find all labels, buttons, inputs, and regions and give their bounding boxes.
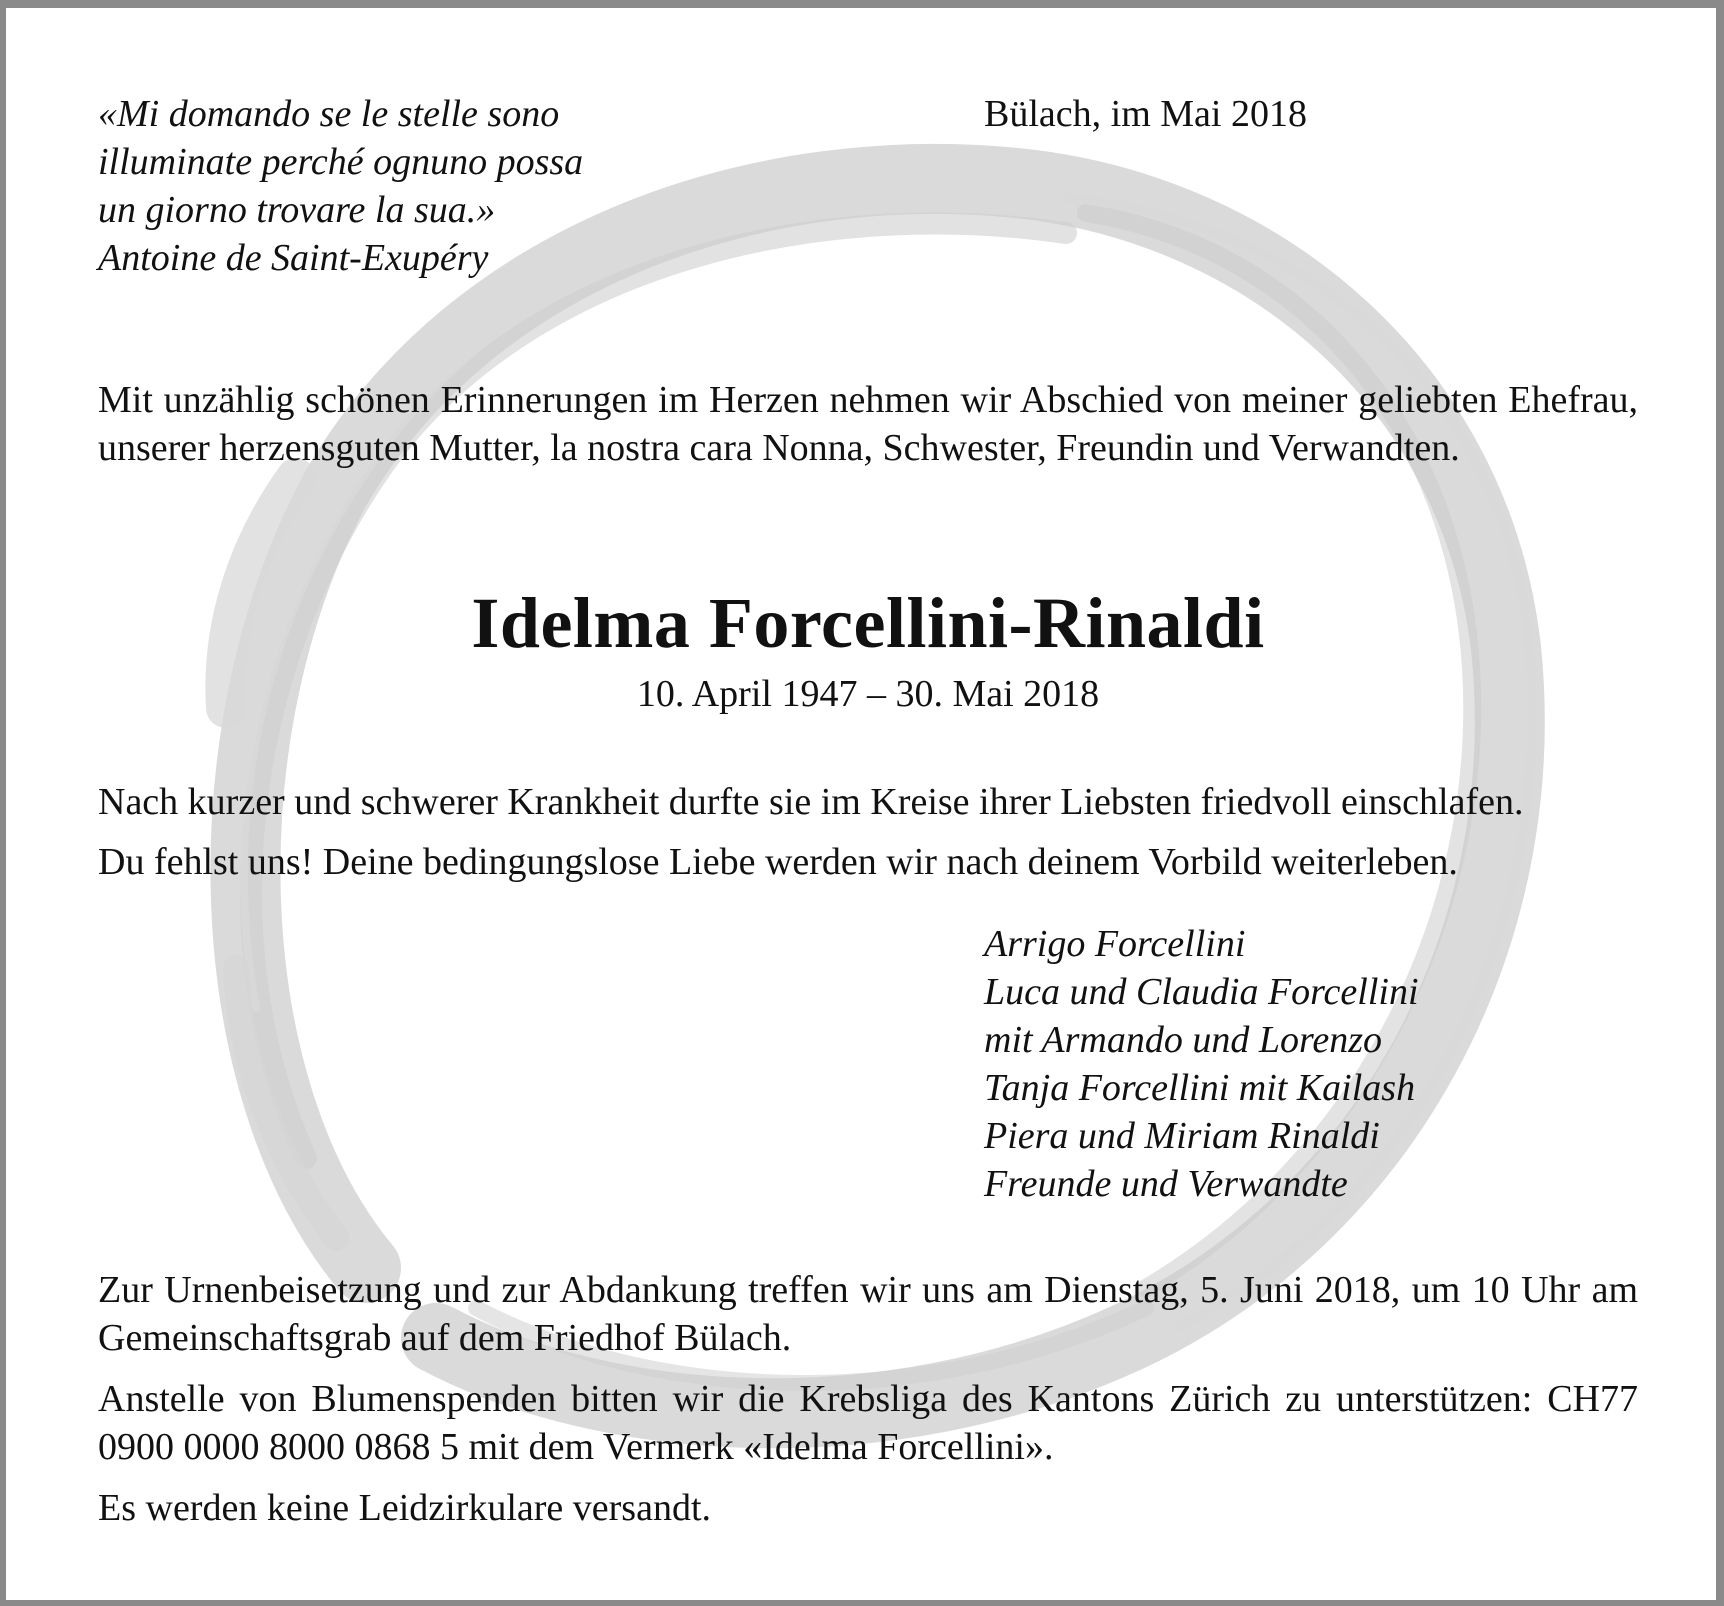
message-line: Nach kurzer und schwerer Krankheit durfte sie im Kreise ihrer Liebsten friedvoll einschlafen. bbox=[98, 781, 1524, 823]
life-dates: 10. April 1947 – 30. Mai 2018 bbox=[636, 673, 1100, 715]
funeral-notice: Zur Urnenbeisetzung und zur Abdankung treffen wir uns am Dienstag, 5. Juni 2018, um 10 Uhr am Gemeinschaftsgrab auf dem Friedhof Bülach. bbox=[98, 1269, 1638, 1359]
message-line: Du fehlst uns! Deine bedingungslose Liebe werden wir nach deinem Vorbild weiterleben. bbox=[98, 841, 1458, 883]
mourner-name: Tanja Forcellini mit Kailash bbox=[984, 1067, 1416, 1109]
donation-notice: Anstelle von Blumenspenden bitten wir die Krebsliga des Kantons Zürich zu unterstützen: CH77 0900 0000 8000 0868 5 mit dem Vermerk «Idelma Forcellini». bbox=[98, 1378, 1638, 1468]
quote-line: un giorno trovare la sua.» bbox=[98, 189, 496, 231]
mourner-name: mit Armando und Lorenzo bbox=[984, 1019, 1382, 1061]
no-circulars-notice: Es werden keine Leidzirkulare versandt. bbox=[98, 1487, 712, 1529]
mourner-name: Piera und Miriam Rinaldi bbox=[984, 1115, 1380, 1157]
quote-line: illuminate perché ognuno possa bbox=[98, 141, 584, 183]
epigraph-quote bbox=[98, 90, 718, 282]
deceased-name: Idelma Forcellini-Rinaldi bbox=[471, 583, 1265, 663]
quote-author: Antoine de Saint-Exupéry bbox=[98, 237, 489, 279]
place-date: Bülach, im Mai 2018 bbox=[984, 93, 1307, 135]
notice-content bbox=[6, 8, 1724, 1606]
mourners-list bbox=[984, 920, 1419, 1208]
intro-paragraph: Mit unzählig schönen Erinnerungen im Herzen nehmen wir Abschied von meiner geliebten Ehefrau, unserer herzensguten Mutter, la nostra cara Nonna, Schwester, Freundin und Verwandten. bbox=[98, 379, 1638, 469]
mourner-name: Arrigo Forcellini bbox=[984, 923, 1246, 965]
quote-line: «Mi domando se le stelle sono bbox=[98, 93, 560, 135]
mourner-name: Freunde und Verwandte bbox=[984, 1163, 1348, 1205]
mourner-name: Luca und Claudia Forcellini bbox=[984, 971, 1419, 1013]
